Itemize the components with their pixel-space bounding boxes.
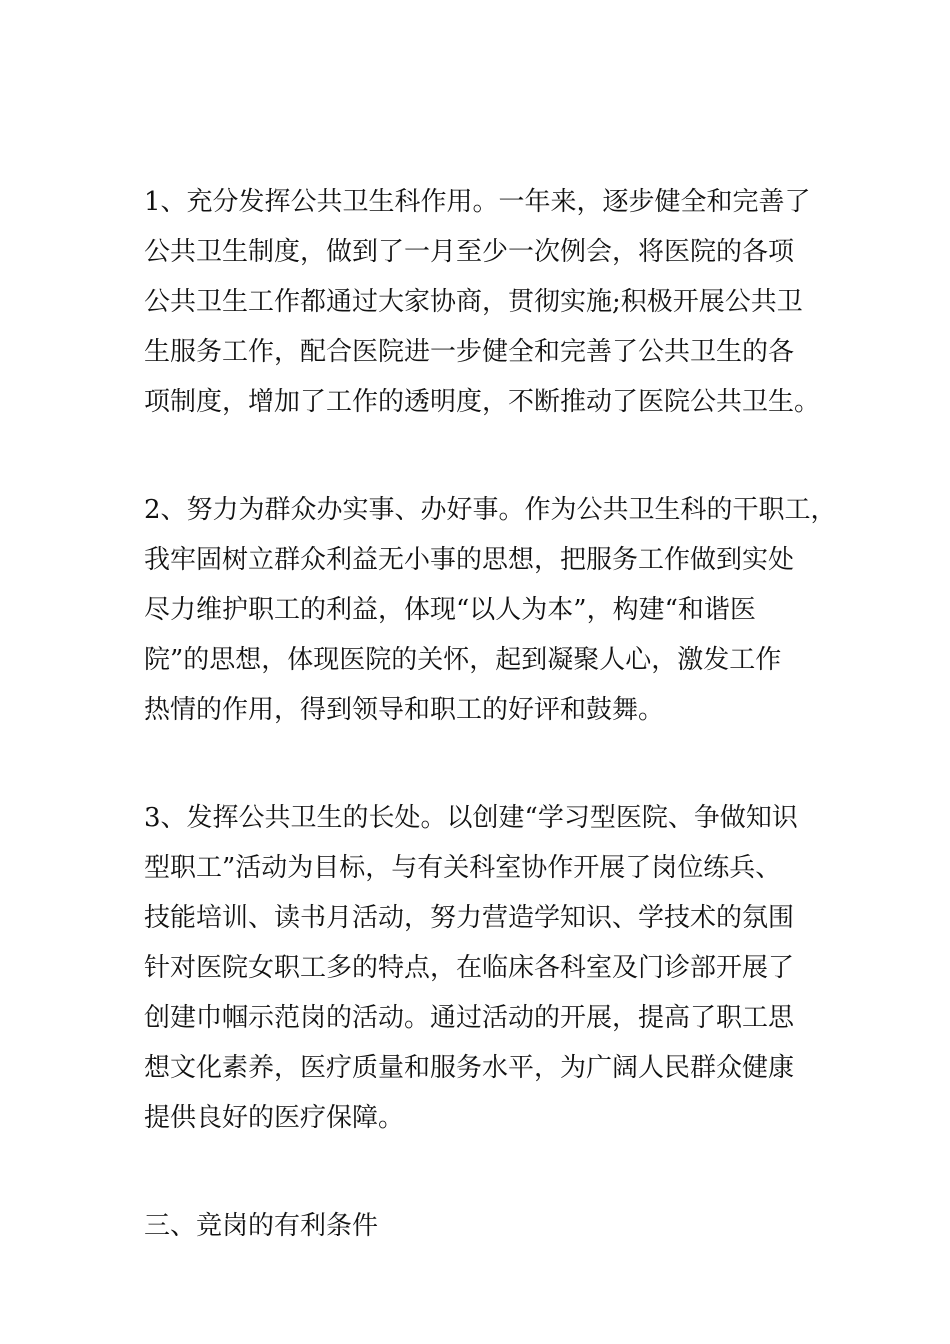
- text-line: 提供良好的医疗保障。: [144, 1103, 405, 1133]
- paragraph-2: [144, 485, 837, 735]
- text-line: 型职工”活动为目标，与有关科室协作开展了岗位练兵、: [144, 853, 782, 883]
- text-line: 生服务工作，配合医院进一步健全和完善了公共卫生的各: [144, 337, 795, 367]
- paragraph-3: [144, 793, 834, 1143]
- document-body: [144, 177, 837, 1251]
- section-heading-text: 三、竞岗的有利条件: [144, 1211, 379, 1241]
- text-line: 2、努力为群众办实事、办好事。作为公共卫生科的干职工，: [144, 495, 837, 525]
- paragraph-1: [144, 177, 834, 427]
- text-line: 1、充分发挥公共卫生科作用。一年来，逐步健全和完善了: [144, 187, 811, 217]
- text-line: 项制度，增加了工作的透明度，不断推动了医院公共卫生。: [144, 387, 821, 417]
- section-heading: [144, 1201, 834, 1251]
- text-line: 热情的作用，得到领导和职工的好评和鼓舞。: [144, 695, 665, 725]
- text-line: 公共卫生制度，做到了一月至少一次例会，将医院的各项: [144, 237, 795, 267]
- text-line: 3、发挥公共卫生的长处。以创建“学习型医院、争做知识: [144, 803, 798, 833]
- text-line: 我牢固树立群众利益无小事的思想，把服务工作做到实处: [144, 545, 795, 575]
- text-line: 技能培训、读书月活动，努力营造学知识、学技术的氛围: [144, 903, 795, 933]
- text-line: 创建巾帼示范岗的活动。通过活动的开展，提高了职工思: [144, 1003, 795, 1033]
- text-line: 院”的思想，体现医院的关怀，起到凝聚人心，激发工作: [144, 645, 782, 675]
- text-line: 想文化素养，医疗质量和服务水平，为广阔人民群众健康: [144, 1053, 795, 1083]
- text-line: 公共卫生工作都通过大家协商，贯彻实施;积极开展公共卫: [144, 287, 803, 317]
- text-line: 尽力维护职工的利益，体现“以人为本”，构建“和谐医: [144, 595, 756, 625]
- text-line: 针对医院女职工多的特点，在临床各科室及门诊部开展了: [144, 953, 795, 983]
